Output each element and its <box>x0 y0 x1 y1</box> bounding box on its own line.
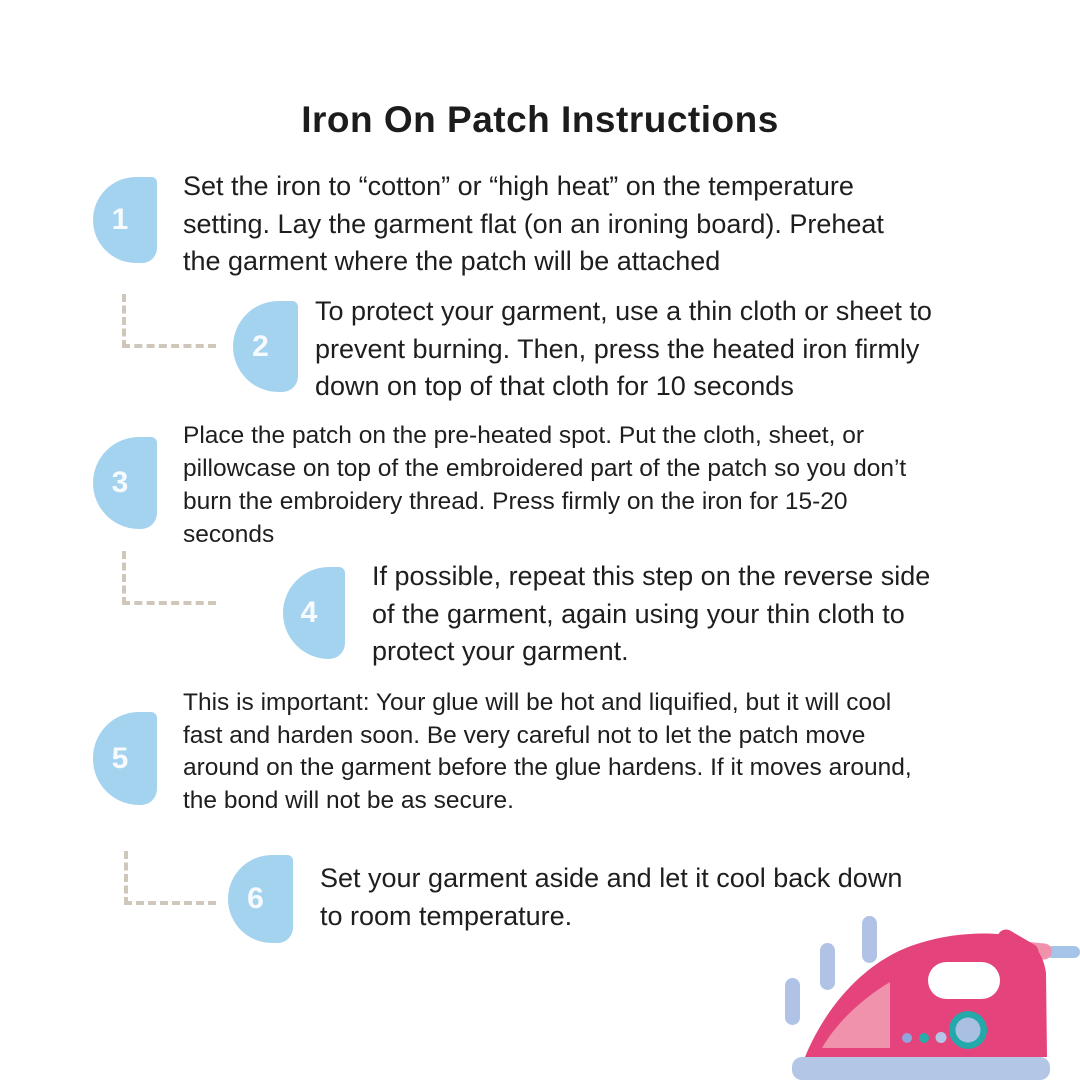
step-5-text <box>183 687 912 817</box>
steam-line-icon <box>862 916 877 963</box>
step-4-text <box>372 558 930 671</box>
iron-dial-icon <box>956 1018 981 1043</box>
iron-dot-icon <box>919 1033 929 1043</box>
step-4-number: 4 <box>300 596 318 629</box>
step-text-line: the garment where the patch will be attached <box>183 246 721 276</box>
step-3-badge <box>93 437 157 529</box>
dashed-connector <box>122 294 216 348</box>
step-3-number: 3 <box>111 466 129 499</box>
step-text-line: If possible, repeat this step on the reverse side <box>372 561 931 591</box>
iron-base-plate-icon <box>792 1057 1050 1080</box>
step-text-line: to room temperature. <box>320 900 573 931</box>
step-text-line: protect your garment. <box>372 636 629 666</box>
step-text-line: seconds <box>183 521 275 548</box>
step-text-line: Place the patch on the pre-heated spot. Put the cloth, sheet, or <box>183 422 864 449</box>
step-text-line: Set the iron to “cotton” or “high heat” on the temperature <box>183 171 854 201</box>
step-text-line: burn the embroidery thread. Press firmly on the iron for 15-20 <box>183 488 848 515</box>
step-2-text <box>315 293 932 406</box>
step-2-badge <box>233 301 298 392</box>
step-5-badge <box>93 712 157 805</box>
step-text-line: pillowcase on top of the embroidered part of the patch so you don’t <box>183 455 907 482</box>
step-text-line: Set your garment aside and let it cool back down <box>320 863 903 893</box>
step-text-line: prevent burning. Then, press the heated iron firmly <box>315 333 920 364</box>
iron-dot-icon <box>902 1033 912 1043</box>
step-6-badge <box>228 855 293 943</box>
step-3-text <box>183 419 906 551</box>
step-text-line: around on the garment before the glue hardens. If it moves around, <box>183 754 912 781</box>
iron-dot-icon <box>936 1032 947 1043</box>
step-text-line: down on top of that cloth for 10 seconds <box>315 371 794 401</box>
step-text-line: fast and harden soon. Be very careful not to let the patch move <box>183 721 866 749</box>
step-text-line: setting. Lay the garment flat (on an ironing board). Preheat <box>183 208 884 239</box>
step-text-line: To protect your garment, use a thin cloth or sheet to <box>315 296 932 326</box>
step-text-line: of the garment, again using your thin cloth to <box>372 598 905 629</box>
dashed-connector <box>122 551 216 605</box>
dashed-connector <box>124 851 216 905</box>
step-2-number: 2 <box>252 329 269 363</box>
step-5-number: 5 <box>111 741 129 775</box>
step-text-line: the bond will not be as secure. <box>183 786 514 814</box>
step-4-badge <box>283 567 345 659</box>
steam-line-icon <box>785 978 800 1025</box>
step-1-text <box>183 168 884 281</box>
iron-handle-hole-icon <box>928 962 1000 999</box>
step-6-number: 6 <box>247 882 264 915</box>
page-title: Iron On Patch Instructions <box>301 98 779 140</box>
step-text-line: This is important: Your glue will be hot and liquified, but it will cool <box>183 689 892 716</box>
step-1-badge <box>93 177 157 263</box>
steam-line-icon <box>820 943 835 990</box>
step-1-number: 1 <box>111 203 129 236</box>
iron-illustration-icon <box>770 905 1080 1080</box>
